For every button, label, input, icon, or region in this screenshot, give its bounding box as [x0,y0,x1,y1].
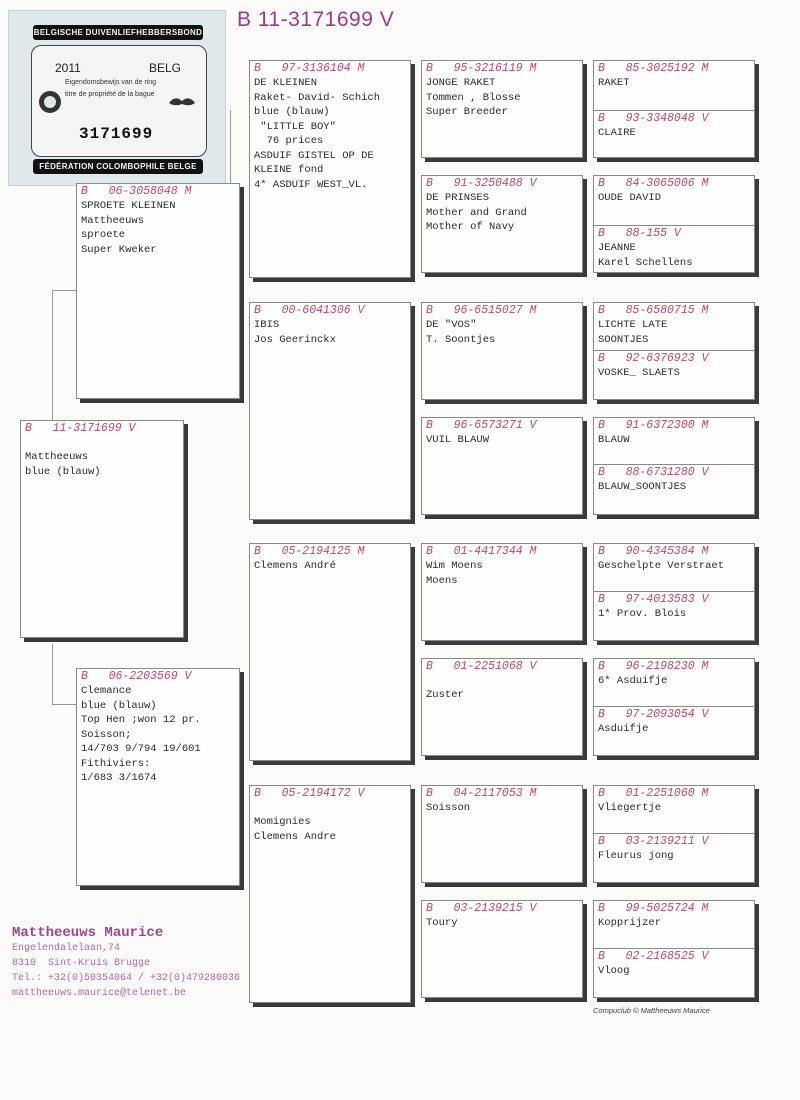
owner-contact [12,925,240,1001]
ancestor-line: Super Breeder [426,106,508,118]
grandparent-line: "LITTLE BOY" [254,120,336,133]
sire-line: SPROETE KLEINEN [81,200,176,212]
ring-number: B 02-2168525 V [598,950,709,963]
stamp-year: 2011 [55,61,81,75]
stamp-top-band: BELGISCHE DUIVENLIEFHEBBERSBOND [33,25,203,40]
sire-line: Super Kweker [81,243,157,256]
ancestor-line: Asduifje [598,723,649,735]
ancestor-line: Karel Schellens [598,256,693,269]
pedigree-grandparent [249,543,411,761]
connector-line [230,110,231,190]
ring-number: B 96-2198230 M [598,660,709,673]
connector-line [52,290,76,291]
pedigree-great-grandparent [421,175,583,273]
ancestor-line: DE PRINSES [426,192,490,204]
ancestor-line: BLAUW [598,434,630,446]
ancestor-line: Toury [426,917,458,929]
ancestor-line: T. Soontjes [426,333,496,346]
ancestor-line: RAKET [598,77,630,89]
ring-number: B 01-2251060 M [598,787,709,800]
pair-divider [594,948,754,979]
ancestor-line: Fleurus jong [598,850,674,862]
connector-line [52,644,53,704]
ancestor-line: Geschelpte Verstraet [598,560,725,572]
ring-number: B 96-6515027 M [426,304,537,317]
pedigree-ancestor-pair [593,658,755,756]
ancestor-line: Kopprijzer [598,917,662,929]
grandparent-line: Jos Geerinckx [254,333,336,346]
ring-number: B 91-3250488 V [426,177,537,190]
pedigree-great-grandparent [421,658,583,756]
ancestor-line: CLAIRE [598,127,636,139]
ancestor-line: JEANNE [598,242,636,254]
ancestor-line: VOSKE_ SLAETS [598,367,680,379]
ring-number: B 11-3171699 V [25,422,136,435]
ancestor-line: 6* Asduifje [598,675,668,687]
pedigree-ancestor-pair [593,785,755,883]
owner-email[interactable]: mattheeuws.maurice@telenet.be [12,988,187,999]
grandparent-line: ASDUIF GISTEL OP DE [254,149,374,162]
ancestor-line: 1* Prov. Blois [598,608,687,620]
sire-line: sproete [81,229,126,241]
dam-line: blue (blauw) [81,699,157,712]
ancestor-line: JONGE RAKET [426,77,496,89]
subject-line: blue (blauw) [25,465,101,478]
connector-line [52,704,76,705]
ring-number: B 05-2194125 M [254,545,365,558]
ring-number: B 96-6573271 V [426,419,537,432]
ancestor-line: Tommen , Blosse [426,91,521,104]
pedigree-great-grandparent [421,785,583,883]
grandparent-line: Clemens Andre [254,830,336,843]
ancestor-line: VUIL BLAUW [426,434,490,446]
stamp-line-1: Eigendomsbewijs van de ring [65,79,157,86]
ring-number: B 01-4417344 M [426,545,537,558]
ring-number: B 88-6731280 V [598,466,709,479]
sire-line: Mattheeuws [81,214,145,227]
pair-divider [594,225,754,270]
ring-number: B 06-3058048 M [81,185,192,198]
emblem-icon [167,93,197,113]
owner-phone: Tel.: +32(0)50354064 / +32(0)479280036 [12,973,241,984]
ring-number: B 95-3216119 M [426,62,537,75]
ring-hole-icon [39,91,61,113]
pedigree-sire [76,183,240,399]
ancestor-line: DE "VOS" [426,319,477,331]
ancestor-line: Soisson [426,802,471,814]
ring-number: B 04-2117053 M [426,787,537,800]
ancestor-line: Mother of Navy [426,221,515,233]
ancestor-line: Vloog [598,965,630,977]
ancestor-line: OUDE DAVID [598,192,662,204]
ancestor-line: Moens [426,574,458,587]
stamp-ring-number: 3171699 [79,125,154,143]
dam-line: 1/683 3/1674 [81,772,157,784]
ancestor-line: LICHTE LATE [598,319,668,331]
pair-divider [594,464,754,495]
ring-number: B 88-155 V [598,227,681,240]
pair-divider [594,591,754,622]
pedigree-grandparent [249,302,411,520]
pair-divider [594,110,754,141]
subject-line: Mattheeuws [25,451,89,463]
pedigree-grandparent [249,785,411,1003]
owner-city: 8310 Sint-Kruis Brugge [12,958,151,969]
ring-number: B 85-3025192 M [598,62,709,75]
grandparent-line: 4* ASDUIF WEST_VL. [254,178,368,191]
footer-credit: Compuclub © Mattheeuws Maurice [593,1006,710,1015]
owner-name: Mattheeuws Maurice [12,925,164,941]
pair-divider [594,833,754,864]
grandparent-line: KLEINE fond [254,164,324,176]
pedigree-ancestor-pair [593,175,755,273]
ring-number: B 90-4345384 M [598,545,709,558]
ring-number: B 03-2139211 V [598,835,709,848]
pedigree-ancestor-pair [593,417,755,515]
ancestor-line: Mother and Grand [426,206,527,219]
ring-number: B 99-5025724 M [598,902,709,915]
ring-certificate-stamp [8,10,226,186]
ring-number: B 05-2194172 V [254,787,365,800]
dam-line: Fithiviers: [81,757,151,770]
pedigree-ancestor-pair [593,543,755,641]
pedigree-dam [76,668,240,886]
ancestor-line: BLAUW_SOONTJES [598,481,687,493]
owner-address: Engelendalelaan,74 [12,943,121,954]
ring-number: B 97-4013583 V [598,593,709,606]
ring-number: B 84-3065006 M [598,177,709,190]
page-title: B 11-3171699 V [237,8,395,31]
ring-number: B 97-2093054 V [598,708,709,721]
connector-line [52,290,53,424]
pedigree-great-grandparent [421,417,583,515]
ring-number: B 97-3136104 M [254,62,365,75]
ancestor-line: Wim Moens [426,560,483,572]
pedigree-ancestor-pair [593,900,755,998]
pair-divider [594,350,754,381]
dam-line: Soisson; [81,728,132,741]
pedigree-grandparent [249,60,411,278]
dam-line: Top Hen ;won 12 pr. [81,714,201,726]
dam-line: 14/703 9/794 19/601 [81,743,201,755]
ring-number: B 00-6041306 V [254,304,365,317]
stamp-country: BELG [149,61,182,75]
grandparent-line: Momignies [254,816,311,828]
stamp-bottom-band: FÉDÉRATION COLOMBOPHILE BELGE [33,159,203,174]
grandparent-line: Clemens André [254,560,336,572]
ancestor-line: Zuster [426,689,464,701]
grandparent-line: DE KLEINEN [254,77,318,89]
grandparent-line: 76 prices [254,135,324,147]
ring-number: B 91-6372300 M [598,419,709,432]
pedigree-great-grandparent [421,302,583,400]
grandparent-line: blue (blauw) [254,106,330,118]
grandparent-line: IBIS [254,319,280,331]
pedigree-subject [20,420,184,638]
ring-number: B 92-6376923 V [598,352,709,365]
ring-number: B 06-2203569 V [81,670,192,683]
ring-number: B 01-2251068 V [426,660,537,673]
pedigree-ancestor-pair [593,302,755,400]
pedigree-great-grandparent [421,543,583,641]
pedigree-great-grandparent [421,900,583,998]
pedigree-great-grandparent [421,60,583,158]
ring-number: B 03-2139215 V [426,902,537,915]
ring-number: B 85-6580715 M [598,304,709,317]
dam-line: Clemance [81,685,132,697]
ancestor-line: SOONTJES [598,333,649,346]
stamp-line-2: titre de propriété de la bague [65,91,155,98]
pedigree-ancestor-pair [593,60,755,158]
ring-number: B 93-3348048 V [598,112,709,125]
ancestor-line: Vliegertje [598,802,662,814]
grandparent-line: Raket- David- Schich [254,91,381,104]
pair-divider [594,706,754,737]
